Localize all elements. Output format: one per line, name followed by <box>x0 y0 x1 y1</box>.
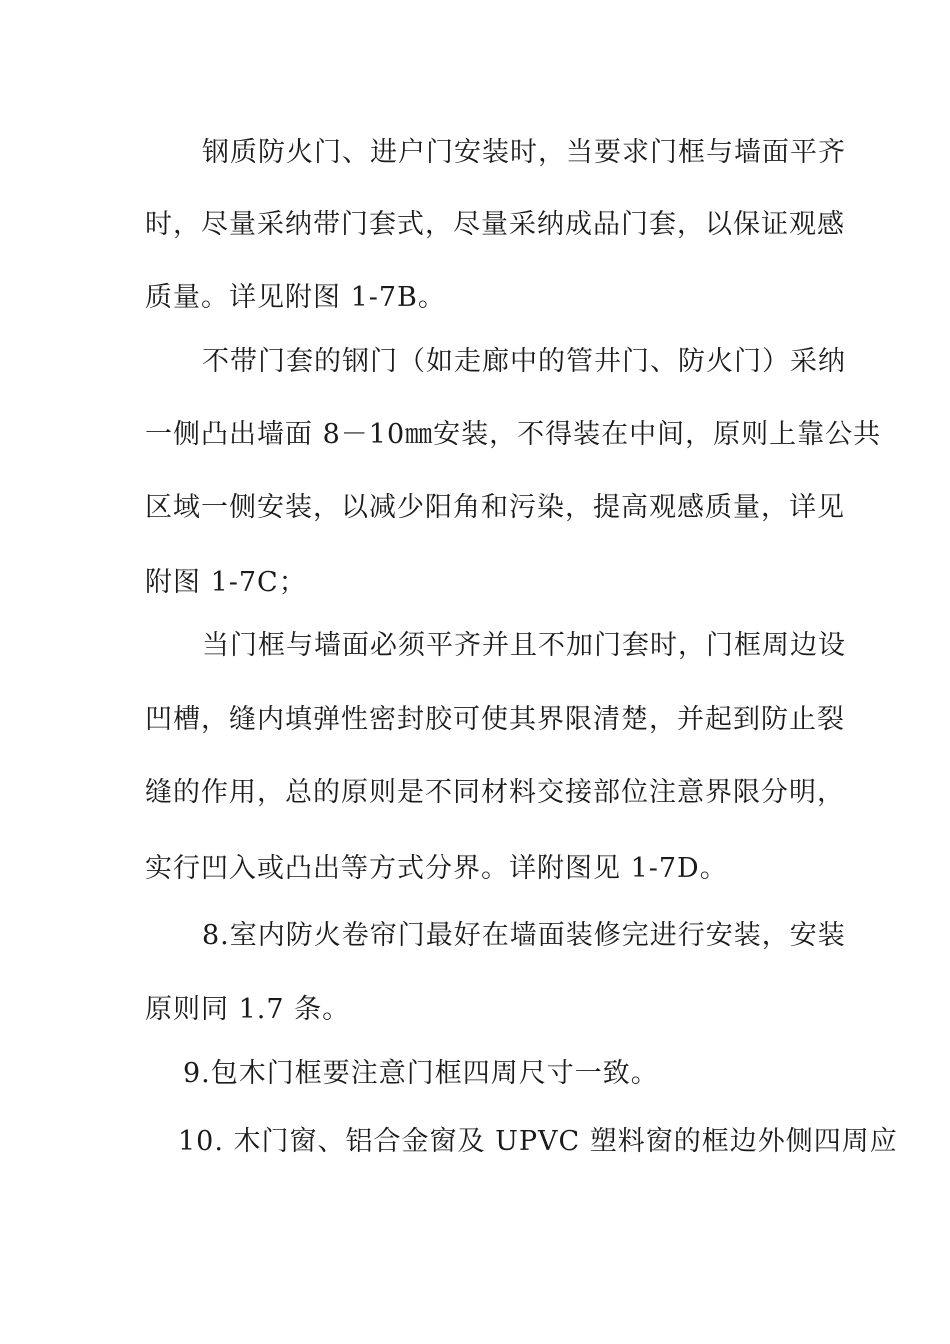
paragraph-3-line-4: 实行凹入或凸出等方式分界。详附图见 1-7D。 <box>145 853 728 884</box>
paragraph-3-line-1: 当门框与墙面必须平齐并且不加门套时，门框周边设 <box>202 630 846 661</box>
paragraph-2-line-4: 附图 1-7C； <box>145 567 307 598</box>
paragraph-1-line-2: 时，尽量采纳带门套式，尽量采纳成品门套，以保证观感 <box>145 209 845 240</box>
paragraph-3-line-3: 缝的作用，总的原则是不同材料交接部位注意界限分明， <box>145 777 845 808</box>
paragraph-1-line-1: 钢质防火门、进户门安装时，当要求门框与墙面平齐 <box>202 137 846 168</box>
paragraph-2-line-2: 一侧凸出墙面 8－10㎜安装，不得装在中间，原则上靠公共 <box>145 419 882 450</box>
paragraph-4-line-2: 原则同 1.7 条。 <box>145 994 351 1025</box>
paragraph-1-line-3: 质量。详见附图 1-7B。 <box>145 282 446 313</box>
paragraph-6-line-1: 10. 木门窗、铝合金窗及 UPVC 塑料窗的框边外侧四周应 <box>178 1126 898 1157</box>
paragraph-3-line-2: 凹槽，缝内填弹性密封胶可使其界限清楚，并起到防止裂 <box>145 704 845 735</box>
paragraph-2-line-1: 不带门套的钢门（如走廊中的管井门、防火门）采纳 <box>202 346 846 377</box>
paragraph-5-line-1: 9.包木门框要注意门框四周尺寸一致。 <box>183 1058 659 1089</box>
paragraph-2-line-3: 区域一侧安装，以减少阳角和污染，提高观感质量，详见 <box>145 492 845 523</box>
paragraph-4-line-1: 8.室内防火卷帘门最好在墙面装修完进行安装，安装 <box>202 920 846 951</box>
